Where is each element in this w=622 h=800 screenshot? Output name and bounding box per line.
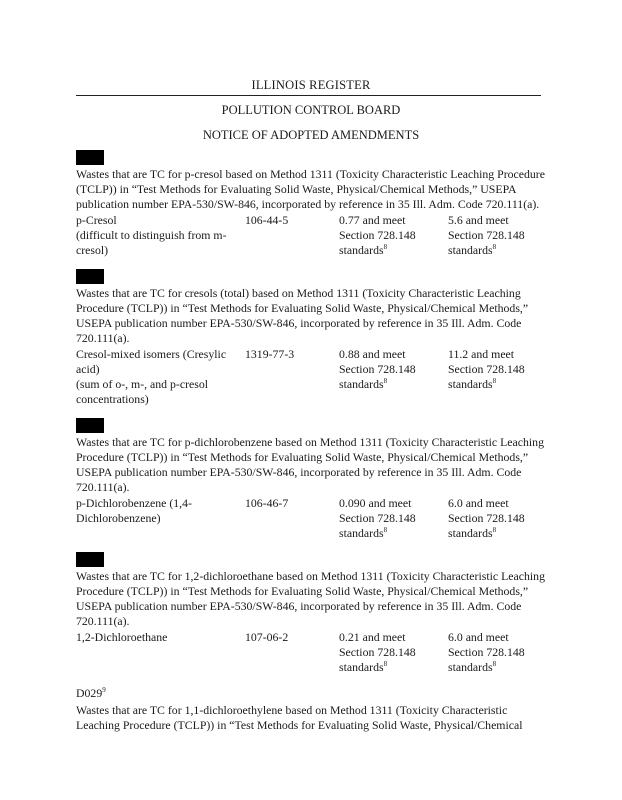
waste-entry xyxy=(76,686,546,733)
cas-number: 106-46-7 xyxy=(245,496,289,510)
constituent-name: 1,2-Dichloroethane xyxy=(76,630,168,644)
wastewater-standard: 0.77 and meet Section 728.148 standards$^8$ xyxy=(339,213,416,257)
entry-description: Wastes that are TC for p-dichlorobenzene based on Method 1311 (Toxicity Characteristic Leaching Procedure (TCLP)) in “Test Methods for Evaluating Solid Waste, Physical/Chemical Methods,” USEPA publication number EPA-530/SW-846, incorporated by reference in 35 Ill. Adm. Code 720.111(a). xyxy=(76,435,544,494)
waste-entry xyxy=(76,552,546,675)
entry-description: Wastes that are TC for 1,1-dichloroethylene based on Method 1311 (Toxicity Characteristic Leaching Procedure (TCLP)) in “Test Methods for Evaluating Solid Waste, Physical/Chemical xyxy=(76,703,523,732)
redacted-waste-code xyxy=(76,418,104,433)
notice-title: NOTICE OF ADOPTED AMENDMENTS xyxy=(202,128,420,142)
header-rule xyxy=(76,95,541,96)
waste-code: $D029^9$ xyxy=(76,686,106,700)
constituent-name: p-Dichlorobenzene (1,4- Dichlorobenzene) xyxy=(76,496,192,525)
treatment-standard-row xyxy=(76,213,546,258)
treatment-standard-row xyxy=(76,347,546,407)
footnote-ref: 8 xyxy=(383,243,388,252)
wastewater-standard: 0.21 and meet Section 728.148 standards$^8$ xyxy=(339,630,416,674)
waste-entry xyxy=(76,269,546,407)
nonwastewater-standard: 6.0 and meet Section 728.148 standards$^8$ xyxy=(448,630,525,674)
footnote-ref: 8 xyxy=(383,526,388,535)
nonwastewater-standard: 5.6 and meet Section 728.148 standards$^8$ xyxy=(448,213,525,257)
footnote-ref: 8 xyxy=(492,660,497,669)
treatment-standard-row xyxy=(76,496,546,541)
entry-description: Wastes that are TC for cresols (total) based on Method 1311 (Toxicity Characteristic Leaching Procedure (TCLP)) in “Test Methods for Evaluating Solid Waste, Physical/Chemical Methods,” USEPA publication number EPA-530/SW-846, incorporated by reference in 35 Ill. Adm. Code 720.111(a). xyxy=(76,286,529,345)
waste-code-list xyxy=(76,150,546,744)
board-name: POLLUTION CONTROL BOARD xyxy=(221,103,401,117)
nonwastewater-standard: 6.0 and meet Section 728.148 standards$^8$ xyxy=(448,496,525,540)
constituent-name: Cresol-mixed isomers (Cresylic acid) (sum of o-, m-, and p-cresol concentrations) xyxy=(76,347,227,406)
footnote-ref: 9 xyxy=(102,686,106,695)
footnote-ref: 8 xyxy=(492,377,497,386)
register-title: ILLINOIS REGISTER xyxy=(251,78,371,92)
redacted-waste-code xyxy=(76,150,104,165)
cas-number: 107-06-2 xyxy=(245,630,289,644)
nonwastewater-standard: 11.2 and meet Section 728.148 standards$^8$ xyxy=(448,347,525,391)
entry-description: Wastes that are TC for 1,2-dichloroethane based on Method 1311 (Toxicity Characteristic Leaching Procedure (TCLP)) in “Test Methods for Evaluating Solid Waste, Physical/Chemical Methods,” USEPA publication number EPA-530/SW-846, incorporated by reference in 35 Ill. Adm. Code 720.111(a). xyxy=(76,569,545,628)
footnote-ref: 8 xyxy=(383,377,388,386)
constituent-name: p-Cresol (difficult to distinguish from m- cresol) xyxy=(76,213,227,257)
cas-number: 106-44-5 xyxy=(245,213,289,227)
footnote-ref: 8 xyxy=(383,660,388,669)
wastewater-standard: 0.88 and meet Section 728.148 standards$^8$ xyxy=(339,347,416,391)
wastewater-standard: 0.090 and meet Section 728.148 standards$^8$ xyxy=(339,496,416,540)
waste-entry xyxy=(76,150,546,258)
footnote-ref: 8 xyxy=(492,243,497,252)
redacted-waste-code xyxy=(76,269,104,284)
cas-number: 1319-77-3 xyxy=(245,347,295,361)
treatment-standard-row xyxy=(76,630,546,675)
waste-entry xyxy=(76,418,546,541)
footnote-ref: 8 xyxy=(492,526,497,535)
entry-description: Wastes that are TC for p-cresol based on Method 1311 (Toxicity Characteristic Leaching Procedure (TCLP)) in “Test Methods for Evaluating Solid Waste, Physical/Chemical Methods,” USEPA publication number EPA-530/SW-846, incorporated by reference in 35 Ill. Adm. Code 720.111(a). xyxy=(76,167,545,211)
redacted-waste-code xyxy=(76,552,104,567)
